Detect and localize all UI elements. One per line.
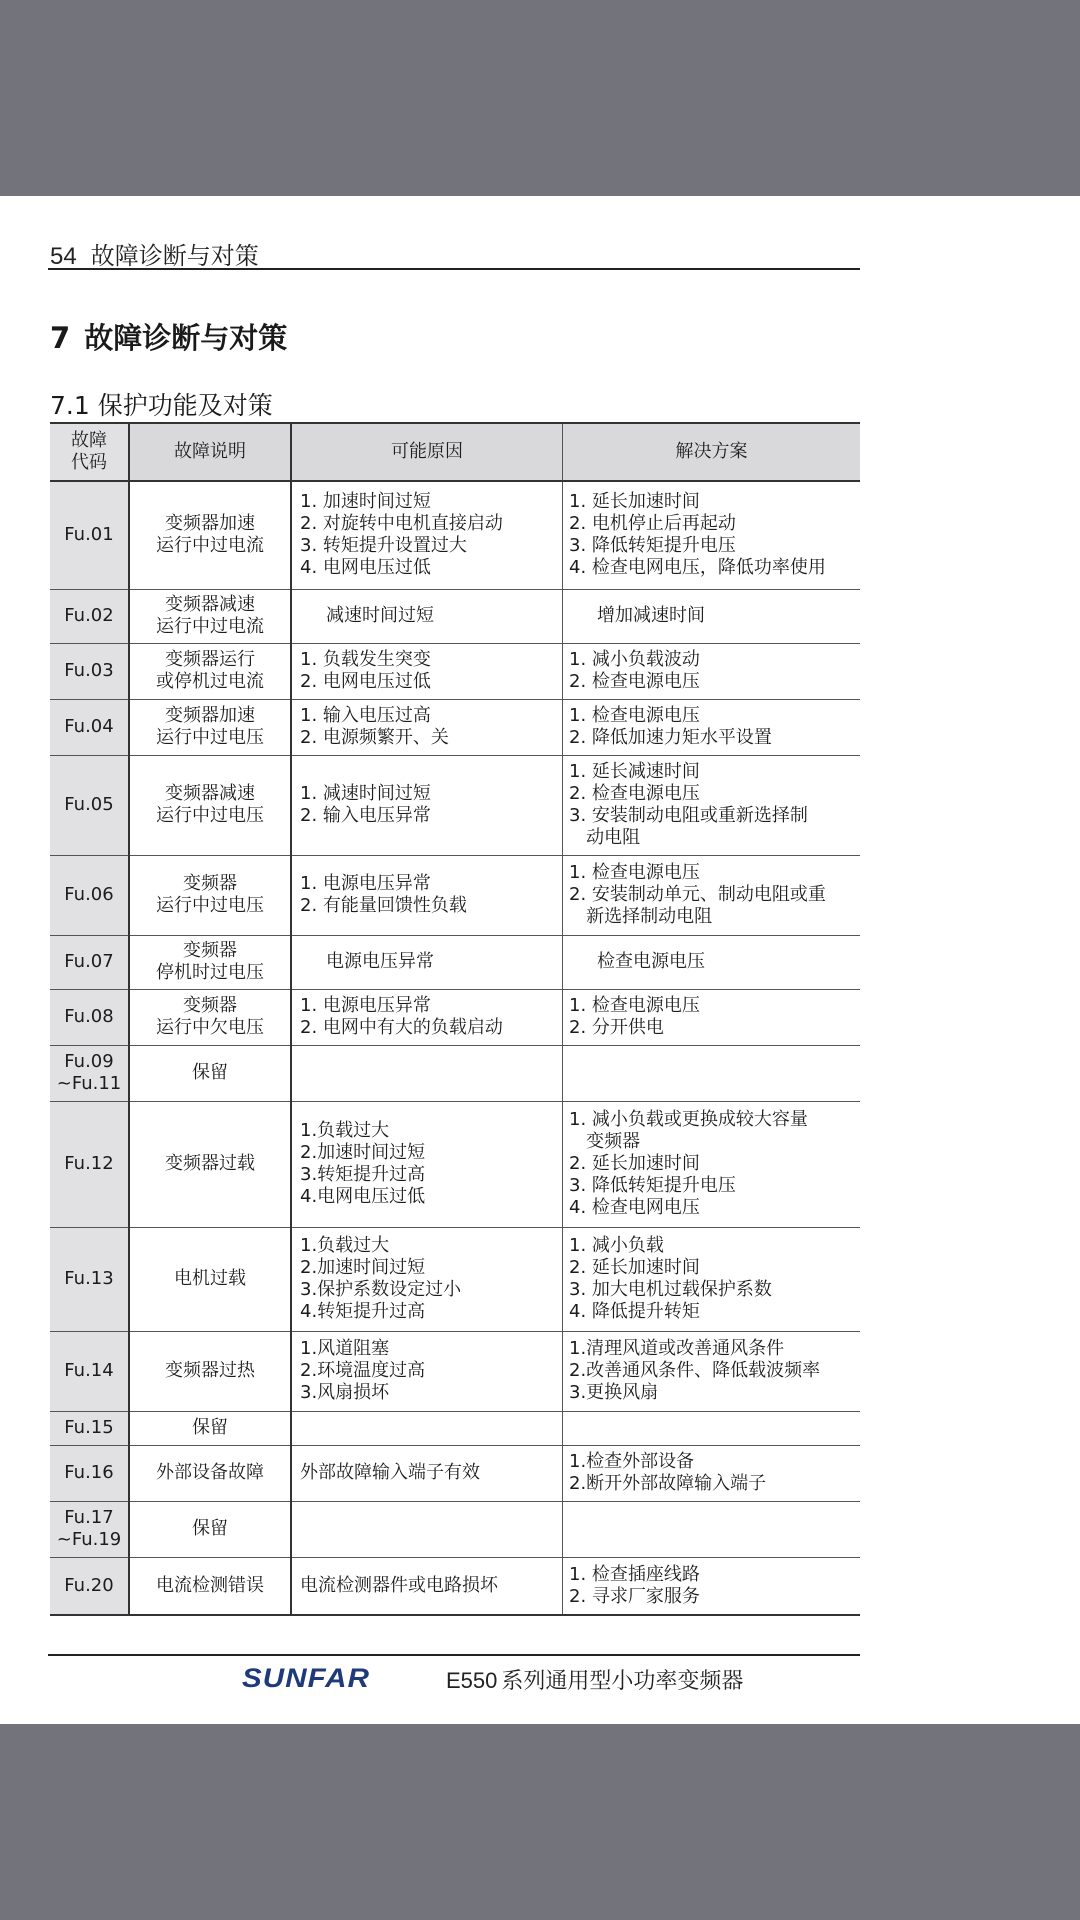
chapter-title-text: 故障诊断与对策	[84, 321, 288, 355]
fault-description-cell	[129, 589, 291, 643]
fault-description-line: 变频器运行	[165, 649, 255, 670]
header-code	[50, 423, 129, 481]
fault-cause-cell	[291, 1445, 563, 1501]
fault-cause-line: 1. 电源电压异常	[300, 995, 431, 1016]
table-row	[50, 935, 860, 989]
fault-code-cell	[50, 855, 129, 935]
svg-text:SUNFAR: SUNFAR	[242, 1663, 370, 1693]
fault-solution-line: 新选择制动电阻	[569, 906, 713, 927]
table-row	[50, 855, 860, 935]
chapter-number: 7	[50, 321, 71, 355]
fault-code-cell	[50, 755, 129, 855]
fault-code-line: Fu.14	[64, 1360, 114, 1381]
fault-cause-line: 2. 有能量回馈性负载	[300, 895, 467, 916]
table-row	[50, 755, 860, 855]
fault-description-cell	[129, 935, 291, 989]
fault-cause-line: 3. 转矩提升设置过大	[300, 535, 467, 557]
fault-code-cell	[50, 643, 129, 699]
table-row	[50, 1445, 860, 1501]
fault-cause-cell	[291, 1101, 563, 1227]
section-title: 7.1 保护功能及对策	[50, 391, 273, 420]
fault-table	[50, 422, 860, 1616]
fault-code-line: Fu.12	[64, 1153, 114, 1174]
fault-description-cell	[129, 855, 291, 935]
fault-solution-cell	[563, 643, 861, 699]
fault-description-cell	[129, 1501, 291, 1557]
fault-code-cell	[50, 481, 129, 589]
fault-description-line: 运行中过电流	[156, 616, 264, 637]
fault-cause-cell	[291, 1331, 563, 1411]
fault-solution-line: 1. 检查电源电压	[569, 862, 700, 883]
fault-description-line: 运行中过电压	[156, 895, 264, 916]
fault-code-line: Fu.07	[64, 951, 114, 972]
table-body	[50, 481, 860, 1615]
running-head-title: 故障诊断与对策	[90, 242, 259, 270]
fault-cause-cell	[291, 1045, 563, 1101]
fault-description-line: 变频器	[183, 873, 237, 894]
footer-product-name: 系列通用型小功率变频器	[501, 1669, 744, 1694]
document-page	[0, 196, 1080, 1724]
fault-description-cell	[129, 989, 291, 1045]
fault-solution-line: 2. 检查电源电压	[569, 671, 700, 692]
fault-solution-line: 3. 降低转矩提升电压	[569, 535, 736, 557]
top-gray-band	[0, 0, 1080, 196]
fault-solution-line: 2. 电机停止后再起动	[569, 513, 736, 535]
fault-solution-line: 4. 降低提升转矩	[569, 1301, 700, 1322]
fault-cause-line: 2.加速时间过短	[300, 1257, 426, 1278]
header-cause: 可能原因	[291, 423, 563, 481]
fault-description-line: 电机过载	[174, 1268, 246, 1289]
fault-solution-line: 3.更换风扇	[569, 1382, 659, 1403]
fault-code-cell	[50, 989, 129, 1045]
fault-description-cell	[129, 643, 291, 699]
chapter-title	[50, 316, 287, 357]
fault-cause-line: 1. 负载发生突变	[300, 649, 431, 670]
fault-solution-line: 1. 检查电源电压	[569, 705, 700, 726]
fault-code-cell	[50, 1501, 129, 1557]
fault-solution-line: 动电阻	[569, 827, 641, 848]
fault-code-line: Fu.06	[64, 884, 114, 905]
fault-solution-cell	[563, 589, 861, 643]
fault-code-line: Fu.01	[64, 524, 114, 546]
fault-solution-line: 1.检查外部设备	[569, 1451, 695, 1472]
fault-code-line: Fu.13	[64, 1268, 114, 1289]
fault-solution-cell	[563, 989, 861, 1045]
fault-code-line: Fu.15	[64, 1417, 114, 1438]
fault-code-line: Fu.05	[64, 794, 114, 815]
fault-cause-line: 4.电网电压过低	[300, 1186, 426, 1207]
fault-code-line: Fu.03	[64, 660, 114, 681]
table-row	[50, 1331, 860, 1411]
fault-solution-cell	[563, 1227, 861, 1331]
fault-solution-line: 3. 安装制动电阻或重新选择制	[569, 805, 808, 826]
table-row	[50, 589, 860, 643]
fault-code-line: Fu.08	[64, 1006, 114, 1027]
fault-solution-line: 1. 延长减速时间	[569, 761, 700, 782]
fault-description-line: 变频器加速	[165, 513, 255, 535]
fault-description-cell	[129, 1331, 291, 1411]
fault-description-line: 运行中过电流	[156, 535, 264, 557]
fault-solution-line: 2. 安装制动单元、制动电阻或重	[569, 884, 826, 905]
fault-cause-cell	[291, 1557, 563, 1615]
fault-code-cell	[50, 1411, 129, 1445]
table-row	[50, 1045, 860, 1101]
fault-code-line: Fu.20	[64, 1574, 114, 1596]
fault-description-cell	[129, 481, 291, 589]
fault-solution-cell	[563, 1045, 861, 1101]
header-solution: 解决方案	[563, 423, 861, 481]
fault-description-cell	[129, 1045, 291, 1101]
fault-solution-cell	[563, 1101, 861, 1227]
fault-solution-line: 1. 减小负载或更换成较大容量	[569, 1109, 808, 1130]
fault-description-cell	[129, 755, 291, 855]
table-row	[50, 989, 860, 1045]
fault-description-line: 或停机过电流	[156, 671, 264, 692]
table-row	[50, 643, 860, 699]
fault-code-cell	[50, 1445, 129, 1501]
fault-solution-cell	[563, 935, 861, 989]
fault-solution-line: 变频器	[569, 1131, 641, 1152]
fault-solution-line: 2. 延长加速时间	[569, 1257, 700, 1278]
fault-cause-line: 电流检测器件或电路损坏	[300, 1574, 498, 1596]
table-row	[50, 1557, 860, 1615]
fault-description-line: 停机时过电压	[156, 962, 264, 983]
fault-cause-cell	[291, 481, 563, 589]
fault-solution-line: 4. 检查电网电压，降低功率使用	[569, 557, 826, 579]
fault-description-line: 变频器	[183, 940, 237, 961]
fault-description-cell	[129, 1101, 291, 1227]
fault-cause-cell	[291, 1411, 563, 1445]
page-number: 54	[50, 243, 77, 270]
fault-code-line: ~Fu.19	[56, 1529, 122, 1550]
fault-cause-line: 2. 电网中有大的负载启动	[300, 1017, 503, 1038]
fault-solution-line: 4. 检查电网电压	[569, 1197, 700, 1218]
fault-solution-line: 2. 检查电源电压	[569, 783, 700, 804]
fault-description-cell	[129, 1445, 291, 1501]
fault-code-line: Fu.17	[64, 1507, 114, 1528]
fault-cause-line: 2.加速时间过短	[300, 1142, 426, 1163]
fault-code-line: Fu.16	[64, 1462, 114, 1483]
fault-code-cell	[50, 1101, 129, 1227]
fault-description-line: 变频器减速	[165, 594, 255, 615]
fault-cause-line: 2.环境温度过高	[300, 1360, 426, 1381]
fault-description-cell	[129, 1411, 291, 1445]
fault-code-line: Fu.04	[64, 716, 114, 737]
fault-cause-line: 1. 加速时间过短	[300, 491, 431, 513]
fault-solution-line: 2.断开外部故障输入端子	[569, 1473, 767, 1494]
fault-cause-line: 2. 电源频繁开、关	[300, 727, 449, 748]
fault-cause-line: 3.风扇损坏	[300, 1382, 390, 1403]
fault-description-line: 变频器	[183, 995, 237, 1016]
fault-cause-line: 1.风道阻塞	[300, 1338, 390, 1359]
bottom-gray-band	[0, 1724, 1080, 1920]
fault-cause-line: 3.保护系数设定过小	[300, 1279, 462, 1300]
table-row	[50, 1101, 860, 1227]
fault-solution-cell	[563, 755, 861, 855]
fault-description-line: 运行中欠电压	[156, 1017, 264, 1038]
fault-cause-line: 1. 减速时间过短	[300, 783, 431, 804]
fault-solution-line: 1. 减小负载波动	[569, 649, 700, 670]
fault-cause-line: 2. 输入电压异常	[300, 805, 431, 826]
fault-solution-cell	[563, 855, 861, 935]
fault-solution-line: 1. 减小负载	[569, 1235, 664, 1256]
fault-solution-line: 1. 延长加速时间	[569, 491, 700, 513]
fault-description-line: 变频器过热	[165, 1360, 255, 1381]
table-row	[50, 481, 860, 589]
fault-solution-line: 1.清理风道或改善通风条件	[569, 1338, 785, 1359]
fault-description-line: 运行中过电压	[156, 727, 264, 748]
table-row	[50, 1501, 860, 1557]
header-rule	[48, 268, 860, 270]
fault-solution-cell	[563, 1557, 861, 1615]
fault-cause-line: 1.负载过大	[300, 1235, 390, 1256]
footer-product	[446, 1664, 743, 1695]
fault-solution-line: 2. 延长加速时间	[569, 1153, 700, 1174]
fault-description-line: 保留	[192, 1518, 228, 1539]
fault-cause-line: 4. 电网电压过低	[300, 557, 431, 579]
fault-cause-cell	[291, 935, 563, 989]
table-row	[50, 699, 860, 755]
fault-solution-cell	[563, 481, 861, 589]
fault-cause-cell	[291, 1501, 563, 1557]
fault-solution-cell	[563, 1501, 861, 1557]
fault-cause-line: 电源电压异常	[326, 951, 434, 972]
fault-cause-line: 2. 对旋转中电机直接启动	[300, 513, 503, 535]
fault-solution-line: 3. 降低转矩提升电压	[569, 1175, 736, 1196]
fault-cause-cell	[291, 643, 563, 699]
fault-description-line: 运行中过电压	[156, 805, 264, 826]
fault-description-cell	[129, 1227, 291, 1331]
fault-code-line: Fu.02	[64, 605, 114, 626]
fault-code-cell	[50, 1331, 129, 1411]
fault-cause-line: 1.负载过大	[300, 1120, 390, 1141]
fault-solution-line: 检查电源电压	[597, 951, 705, 972]
fault-description-line: 变频器加速	[165, 705, 255, 726]
table-header-row	[50, 423, 860, 481]
footer-rule	[48, 1654, 860, 1656]
fault-code-cell	[50, 699, 129, 755]
fault-cause-line: 1. 电源电压异常	[300, 873, 431, 894]
fault-description-cell	[129, 1557, 291, 1615]
fault-cause-cell	[291, 755, 563, 855]
fault-code-cell	[50, 589, 129, 643]
fault-description-line: 变频器减速	[165, 783, 255, 804]
fault-cause-line: 3.转矩提升过高	[300, 1164, 426, 1185]
fault-code-line: ~Fu.11	[56, 1073, 122, 1094]
header-code-line2: 代码	[71, 452, 107, 473]
fault-solution-cell	[563, 1331, 861, 1411]
fault-solution-cell	[563, 1445, 861, 1501]
fault-solution-line: 3. 加大电机过载保护系数	[569, 1279, 772, 1300]
fault-solution-line: 增加减速时间	[597, 605, 705, 626]
fault-solution-line: 1. 检查插座线路	[569, 1563, 700, 1585]
fault-cause-cell	[291, 989, 563, 1045]
fault-cause-cell	[291, 589, 563, 643]
fault-solution-line: 1. 检查电源电压	[569, 995, 700, 1016]
fault-solution-cell	[563, 699, 861, 755]
footer-model: E550	[446, 1668, 498, 1693]
fault-description-cell	[129, 699, 291, 755]
sunfar-logo	[240, 1660, 375, 1694]
fault-solution-cell	[563, 1411, 861, 1445]
fault-cause-cell	[291, 699, 563, 755]
fault-cause-line: 4.转矩提升过高	[300, 1301, 426, 1322]
fault-code-line: Fu.09	[64, 1051, 114, 1072]
fault-solution-line: 2. 寻求厂家服务	[569, 1585, 700, 1607]
fault-description-line: 外部设备故障	[156, 1462, 264, 1483]
fault-cause-cell	[291, 855, 563, 935]
fault-cause-line: 减速时间过短	[326, 605, 434, 626]
fault-code-cell	[50, 1557, 129, 1615]
fault-code-cell	[50, 1227, 129, 1331]
fault-cause-line: 1. 输入电压过高	[300, 705, 431, 726]
fault-code-cell	[50, 1045, 129, 1101]
fault-description-line: 变频器过载	[165, 1153, 255, 1174]
fault-description-line: 保留	[192, 1062, 228, 1083]
fault-cause-cell	[291, 1227, 563, 1331]
fault-description-line: 电流检测错误	[156, 1574, 264, 1596]
fault-cause-line: 外部故障输入端子有效	[300, 1462, 480, 1483]
fault-solution-line: 2. 分开供电	[569, 1017, 664, 1038]
fault-cause-line: 2. 电网电压过低	[300, 671, 431, 692]
table-row	[50, 1411, 860, 1445]
running-head	[50, 236, 259, 271]
fault-solution-line: 2. 降低加速力矩水平设置	[569, 727, 772, 748]
header-code-line1: 故障	[71, 430, 107, 451]
fault-description-line: 保留	[192, 1417, 228, 1438]
fault-code-cell	[50, 935, 129, 989]
header-description: 故障说明	[129, 423, 291, 481]
fault-solution-line: 2.改善通风条件、降低载波频率	[569, 1360, 821, 1381]
table-row	[50, 1227, 860, 1331]
